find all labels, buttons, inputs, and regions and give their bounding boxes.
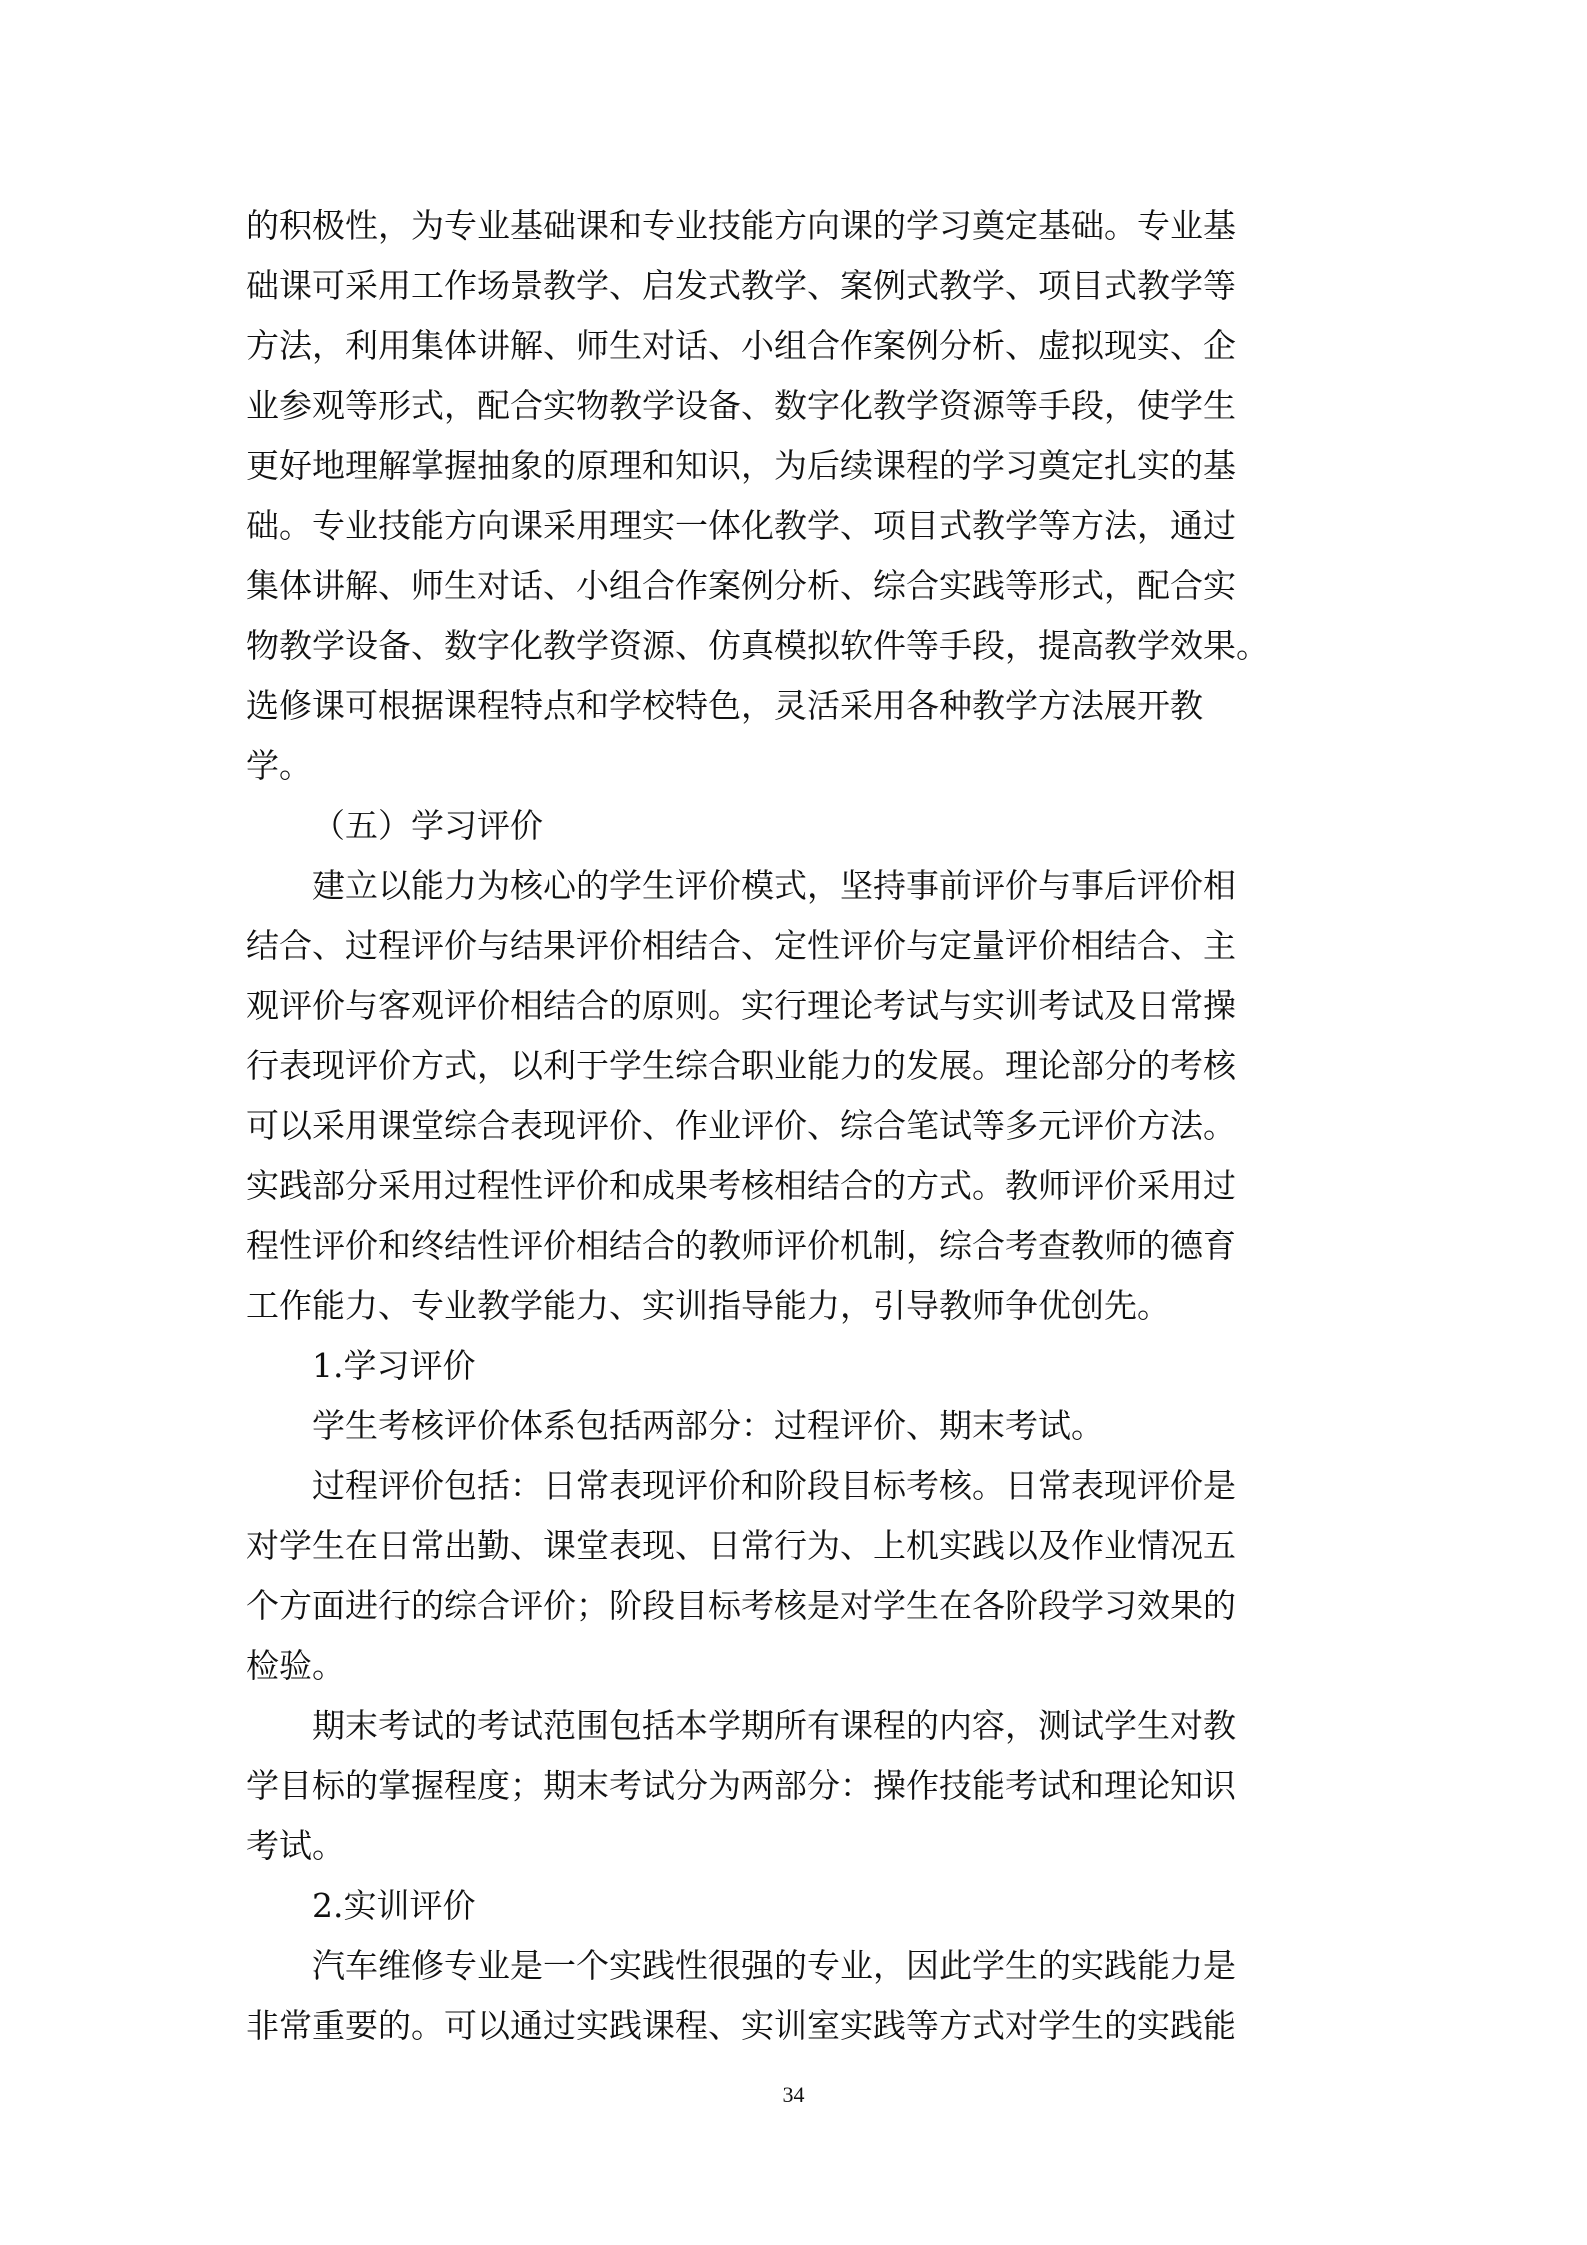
section-heading: （五）学习评价 bbox=[312, 806, 543, 845]
subsection-heading: 2.实训评价 bbox=[312, 1886, 476, 1925]
text-line: 学目标的掌握程度；期末考试分为两部分：操作技能考试和理论知识 bbox=[246, 1766, 1236, 1805]
text-line: 期末考试的考试范围包括本学期所有课程的内容，测试学生对教 bbox=[312, 1706, 1236, 1745]
text-line: 可以采用课堂综合表现评价、作业评价、综合笔试等多元评价方法。 bbox=[246, 1106, 1236, 1145]
text-line: 过程评价包括：日常表现评价和阶段目标考核。日常表现评价是 bbox=[312, 1466, 1236, 1505]
text-line: 考试。 bbox=[246, 1826, 345, 1865]
body-text bbox=[246, 196, 1346, 2056]
text-line: 础课可采用工作场景教学、启发式教学、案例式教学、项目式教学等 bbox=[246, 266, 1236, 305]
text-line: 检验。 bbox=[246, 1646, 345, 1685]
text-line: 的积极性，为专业基础课和专业技能方向课的学习奠定基础。专业基 bbox=[246, 206, 1236, 245]
text-line: 行表现评价方式，以利于学生综合职业能力的发展。理论部分的考核 bbox=[246, 1046, 1236, 1085]
text-line: 方法，利用集体讲解、师生对话、小组合作案例分析、虚拟现实、企 bbox=[246, 326, 1236, 365]
subsection-heading: 1.学习评价 bbox=[312, 1346, 476, 1385]
text-line: 观评价与客观评价相结合的原则。实行理论考试与实训考试及日常操 bbox=[246, 986, 1236, 1025]
text-line: 础。专业技能方向课采用理实一体化教学、项目式教学等方法，通过 bbox=[246, 506, 1236, 545]
text-line: 学。 bbox=[246, 746, 312, 785]
text-line: 学生考核评价体系包括两部分：过程评价、期末考试。 bbox=[312, 1406, 1104, 1445]
text-line: 选修课可根据课程特点和学校特色，灵活采用各种教学方法展开教 bbox=[246, 686, 1203, 725]
text-line: 建立以能力为核心的学生评价模式，坚持事前评价与事后评价相 bbox=[312, 866, 1236, 905]
text-line: 个方面进行的综合评价；阶段目标考核是对学生在各阶段学习效果的 bbox=[246, 1586, 1236, 1625]
text-line: 物教学设备、数字化教学资源、仿真模拟软件等手段，提高教学效果。 bbox=[246, 626, 1269, 665]
text-line: 更好地理解掌握抽象的原理和知识，为后续课程的学习奠定扎实的基 bbox=[246, 446, 1236, 485]
text-line: 集体讲解、师生对话、小组合作案例分析、综合实践等形式，配合实 bbox=[246, 566, 1236, 605]
text-line: 对学生在日常出勤、课堂表现、日常行为、上机实践以及作业情况五 bbox=[246, 1526, 1236, 1565]
text-line: 汽车维修专业是一个实践性很强的专业，因此学生的实践能力是 bbox=[312, 1946, 1236, 1985]
page-number: 34 bbox=[782, 2082, 805, 2107]
text-line: 结合、过程评价与结果评价相结合、定性评价与定量评价相结合、主 bbox=[246, 926, 1236, 965]
text-line: 工作能力、专业教学能力、实训指导能力，引导教师争优创先。 bbox=[246, 1286, 1170, 1325]
text-line: 实践部分采用过程性评价和成果考核相结合的方式。教师评价采用过 bbox=[246, 1166, 1236, 1205]
text-line: 业参观等形式，配合实物教学设备、数字化教学资源等手段，使学生 bbox=[246, 386, 1236, 425]
text-line: 非常重要的。可以通过实践课程、实训室实践等方式对学生的实践能 bbox=[246, 2006, 1236, 2045]
text-line: 程性评价和终结性评价相结合的教师评价机制，综合考查教师的德育 bbox=[246, 1226, 1236, 1265]
